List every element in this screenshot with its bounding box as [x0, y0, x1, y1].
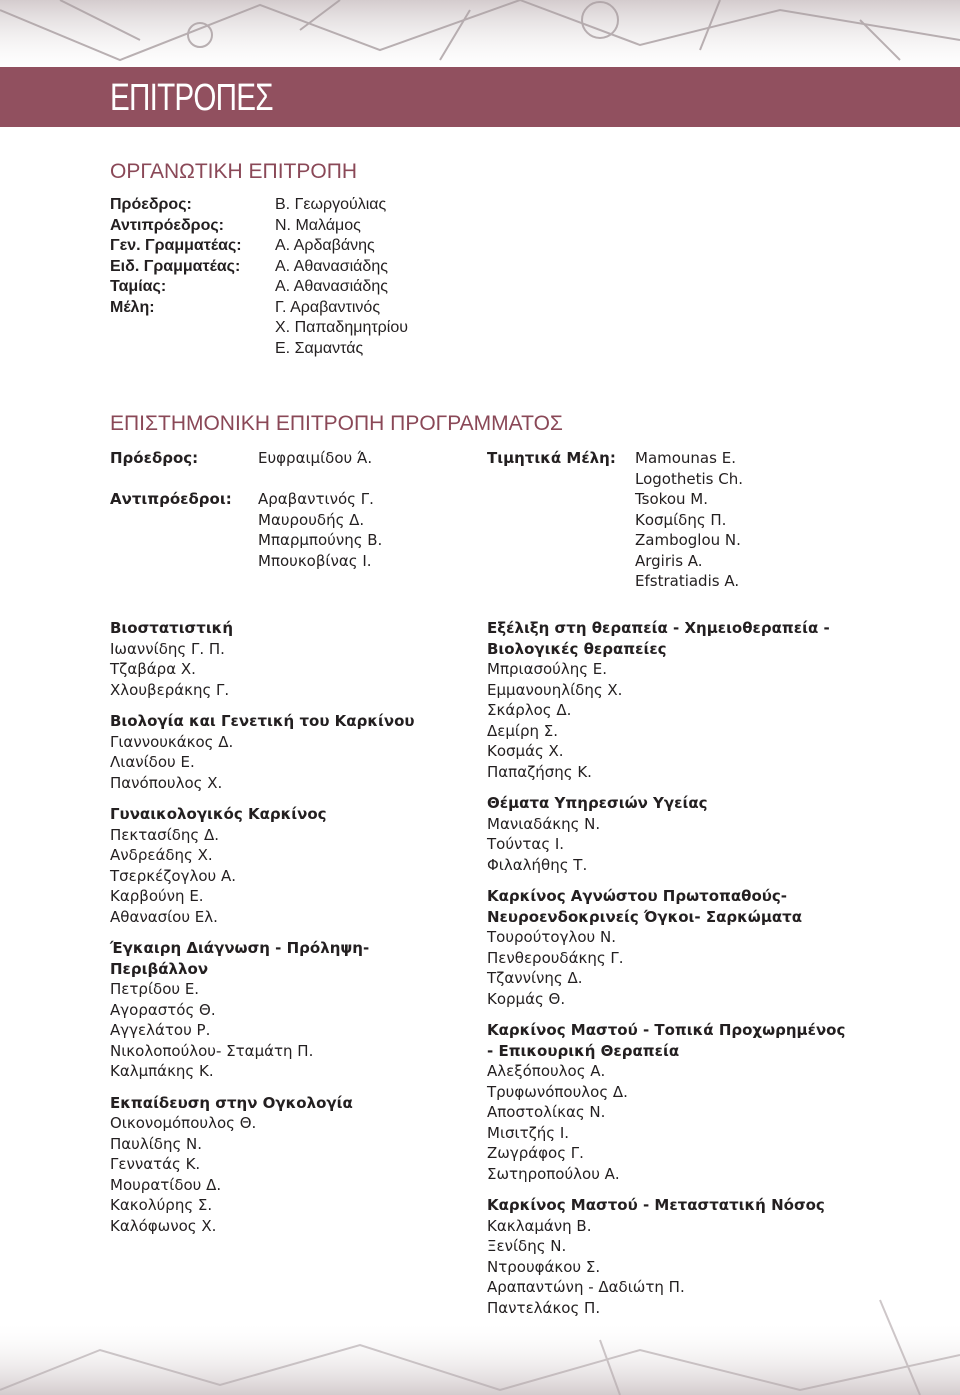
subcommittee-title: - Επικουρική Θεραπεία: [487, 1041, 680, 1060]
subcommittee-member: Καρβούνη Ε.: [110, 887, 204, 905]
subcommittee-group: [487, 886, 887, 1009]
subcommittee-title: Βιοστατιστική: [110, 619, 233, 637]
honorary-members-list: [635, 448, 743, 592]
subcommittee-member: Μπριασούλης Ε.: [487, 660, 608, 678]
role-name: Α. Αρδαβάνης: [275, 237, 375, 254]
subcommittee-member: Καλόφωνος Χ.: [110, 1216, 217, 1235]
subcommittee-member: Πανόπουλος Χ.: [110, 773, 223, 792]
subcommittee-member: Γιαννουκάκος Δ.: [110, 732, 234, 751]
subcommittee-group: [110, 711, 470, 793]
subcommittee-member: Μανιαδάκης Ν.: [487, 814, 601, 833]
subcommittee-member: Μισιτζής Ι.: [487, 1123, 570, 1142]
subcommittee-member: Τζαννίνης Δ.: [487, 969, 583, 987]
subcommittee-member: Αραπαντώνη - Δαδιώτη Π.: [487, 1278, 685, 1296]
honorary-members-label: Τιμητικά Μέλη:: [487, 449, 616, 467]
subcommittee-member: Νικολοπούλου- Σταμάτη Π.: [110, 1041, 314, 1060]
subcommittee-member: Πετρίδου Ε.: [110, 980, 200, 998]
subcommittee-member: Τζαβάρα Χ.: [110, 660, 196, 678]
subcommittee-title: Καρκίνος Μαστού - Μεταστατική Νόσος: [487, 1196, 825, 1214]
vice-presidents-list: [258, 489, 382, 571]
subcommittee-member: Δεμίρη Σ.: [487, 721, 559, 740]
role-label: [110, 318, 242, 339]
subcommittee-member: Ξενίδης Ν.: [487, 1237, 567, 1255]
subcommittee-member: Κακλαμάνη Β.: [487, 1216, 592, 1235]
subcommittee-member: Σωτηροπούλου Α.: [487, 1164, 620, 1183]
president-name: Ευφραιμίδου Ά.: [258, 449, 373, 467]
subcommittee-group: [110, 618, 470, 700]
subcommittee-member: Εμμανουηλίδης Χ.: [487, 680, 623, 699]
subcommittee-member: Παντελάκος Π.: [487, 1298, 601, 1317]
subcommittee-title: Περιβάλλον: [110, 959, 209, 978]
page-title: ΕΠΙΤΡΟΠΕΣ: [110, 77, 273, 119]
vice-president-name: Αραβαντινός Γ.: [258, 490, 374, 508]
subcommittee-title: Εκπαίδευση στην Ογκολογία: [110, 1093, 353, 1112]
subcommittee-member: Πεκτασίδης Δ.: [110, 825, 220, 844]
subcommittee-member: Χλουβεράκης Γ.: [110, 680, 230, 699]
subcommittee-member: Αγοραστός Θ.: [110, 1000, 216, 1019]
subcommittee-member: Κακολύρης Σ.: [110, 1196, 213, 1214]
vice-president-name: Μπαρμπούνης Β.: [258, 531, 383, 549]
vice-president-name: Μαυρουδής Δ.: [258, 510, 365, 529]
subcommittee-member: Τουρούτογλου Ν.: [487, 928, 616, 946]
subcommittee-member: Αγγελάτου Ρ.: [110, 1021, 211, 1039]
role-label: Ταμίας:: [110, 278, 167, 295]
subcommittee-member: Σκάρλος Δ.: [487, 701, 572, 719]
subcommittee-member: Γεννατάς Κ.: [110, 1155, 201, 1173]
organizing-role-names: [275, 195, 408, 359]
subcommittee-group: [110, 1093, 470, 1237]
subcommittee-member: Κοσμάς Χ.: [487, 742, 564, 760]
role-name: Ε. Σαμαντάς: [275, 339, 364, 357]
subcommittee-title: Καρκίνος Αγνώστου Πρωτοπαθούς-: [487, 887, 788, 905]
role-name: Α. Αθανασιάδης: [275, 257, 388, 275]
subcommittee-member: Τρυφωνόπουλος Δ.: [487, 1082, 628, 1101]
title-banner: [0, 67, 960, 127]
subcommittees-left-column: [110, 618, 470, 1247]
role-label: Πρόεδρος:: [110, 196, 192, 213]
subcommittee-title: Εξέλιξη στη θεραπεία - Χημειοθεραπεία -: [487, 619, 830, 637]
role-name: Γ. Αραβαντινός: [275, 298, 381, 316]
subcommittee-group: [110, 804, 470, 927]
honorary-member-name: Zamboglou N.: [635, 531, 741, 549]
role-label: [110, 339, 242, 360]
subcommittee-group: [110, 938, 470, 1082]
subcommittee-member: Ζωγράφος Γ.: [487, 1144, 584, 1162]
organizing-committee-title: ΟΡΓΑΝΩΤΙΚΗ ΕΠΙΤΡΟΠΗ: [110, 160, 358, 183]
subcommittee-member: Παπαζήσης Κ.: [487, 762, 592, 781]
subcommittee-title: Βιολογία και Γενετική του Καρκίνου: [110, 712, 415, 730]
honorary-member-name: Tsokou M.: [635, 490, 708, 508]
role-name: Χ. Παπαδημητρίου: [275, 319, 408, 336]
role-name: Ν. Μαλάμος: [275, 216, 361, 234]
vice-president-name: Μπουκοβίνας Ι.: [258, 551, 372, 570]
subcommittee-title: Νευροενδοκρινείς Όγκοι- Σαρκώματα: [487, 907, 803, 926]
subcommittee-member: Παυλίδης Ν.: [110, 1134, 203, 1153]
subcommittee-group: [487, 1195, 887, 1318]
subcommittee-member: Φιλαλήθης Τ.: [487, 855, 588, 874]
vice-presidents-label: Αντιπρόεδροι:: [110, 490, 232, 508]
honorary-member-name: Argiris A.: [635, 551, 703, 570]
subcommittee-member: Τσερκέζογλου Α.: [110, 866, 236, 885]
role-name: Β. Γεωργούλιας: [275, 196, 387, 213]
subcommittee-member: Αλεξόπουλος Α.: [487, 1062, 606, 1080]
subcommittee-member: Τούντας Ι.: [487, 835, 565, 853]
subcommittee-member: Ντρουφάκου Σ.: [487, 1257, 601, 1276]
subcommittee-title: Καρκίνος Μαστού - Τοπικά Προχωρημένος: [487, 1021, 846, 1039]
honorary-member-name: Efstratiadis A.: [635, 572, 740, 590]
president-label: Πρόεδρος:: [110, 449, 199, 467]
subcommittee-member: Οικονομόπουλος Θ.: [110, 1114, 257, 1132]
role-label: Γεν. Γραμματέας:: [110, 237, 242, 254]
subcommittee-member: Αποστολίκας Ν.: [487, 1103, 606, 1121]
subcommittee-group: [487, 618, 887, 782]
subcommittee-member: Ιωαννίδης Γ. Π.: [110, 639, 225, 658]
role-name: Α. Αθανασιάδης: [275, 278, 388, 295]
honorary-member-name: Mamounas E.: [635, 449, 736, 467]
scientific-committee-title: ΕΠΙΣΤΗΜΟΝΙΚΗ ΕΠΙΤΡΟΠΗ ΠΡΟΓΡΑΜΜΑΤΟΣ: [110, 412, 563, 435]
subcommittee-member: Λιανίδου Ε.: [110, 753, 195, 771]
subcommittee-member: Αθανασίου Ελ.: [110, 907, 218, 926]
subcommittee-member: Ανδρεάδης Χ.: [110, 846, 213, 864]
role-label: Αντιπρόεδρος:: [110, 216, 224, 234]
subcommittee-title: Θέματα Υπηρεσιών Υγείας: [487, 794, 708, 812]
subcommittee-group: [487, 1020, 887, 1184]
subcommittee-group: [487, 793, 887, 875]
honorary-member-name: Κοσμίδης Π.: [635, 510, 727, 529]
subcommittees-right-column: [487, 618, 887, 1329]
role-label: Μέλη:: [110, 298, 155, 316]
subcommittee-member: Καλμπάκης Κ.: [110, 1062, 214, 1080]
organizing-role-labels: [110, 195, 242, 359]
subcommittee-title: Γυναικολογικός Καρκίνος: [110, 805, 327, 823]
subcommittee-title: Έγκαιρη Διάγνωση - Πρόληψη-: [110, 939, 370, 957]
honorary-member-name: Logothetis Ch.: [635, 469, 743, 488]
role-label: Ειδ. Γραμματέας:: [110, 257, 241, 275]
subcommittee-title: Βιολογικές θεραπείες: [487, 639, 667, 658]
subcommittee-member: Πενθερουδάκης Γ.: [487, 948, 624, 967]
subcommittee-member: Μουρατίδου Δ.: [110, 1175, 222, 1194]
subcommittee-member: Κορμάς Θ.: [487, 989, 566, 1008]
